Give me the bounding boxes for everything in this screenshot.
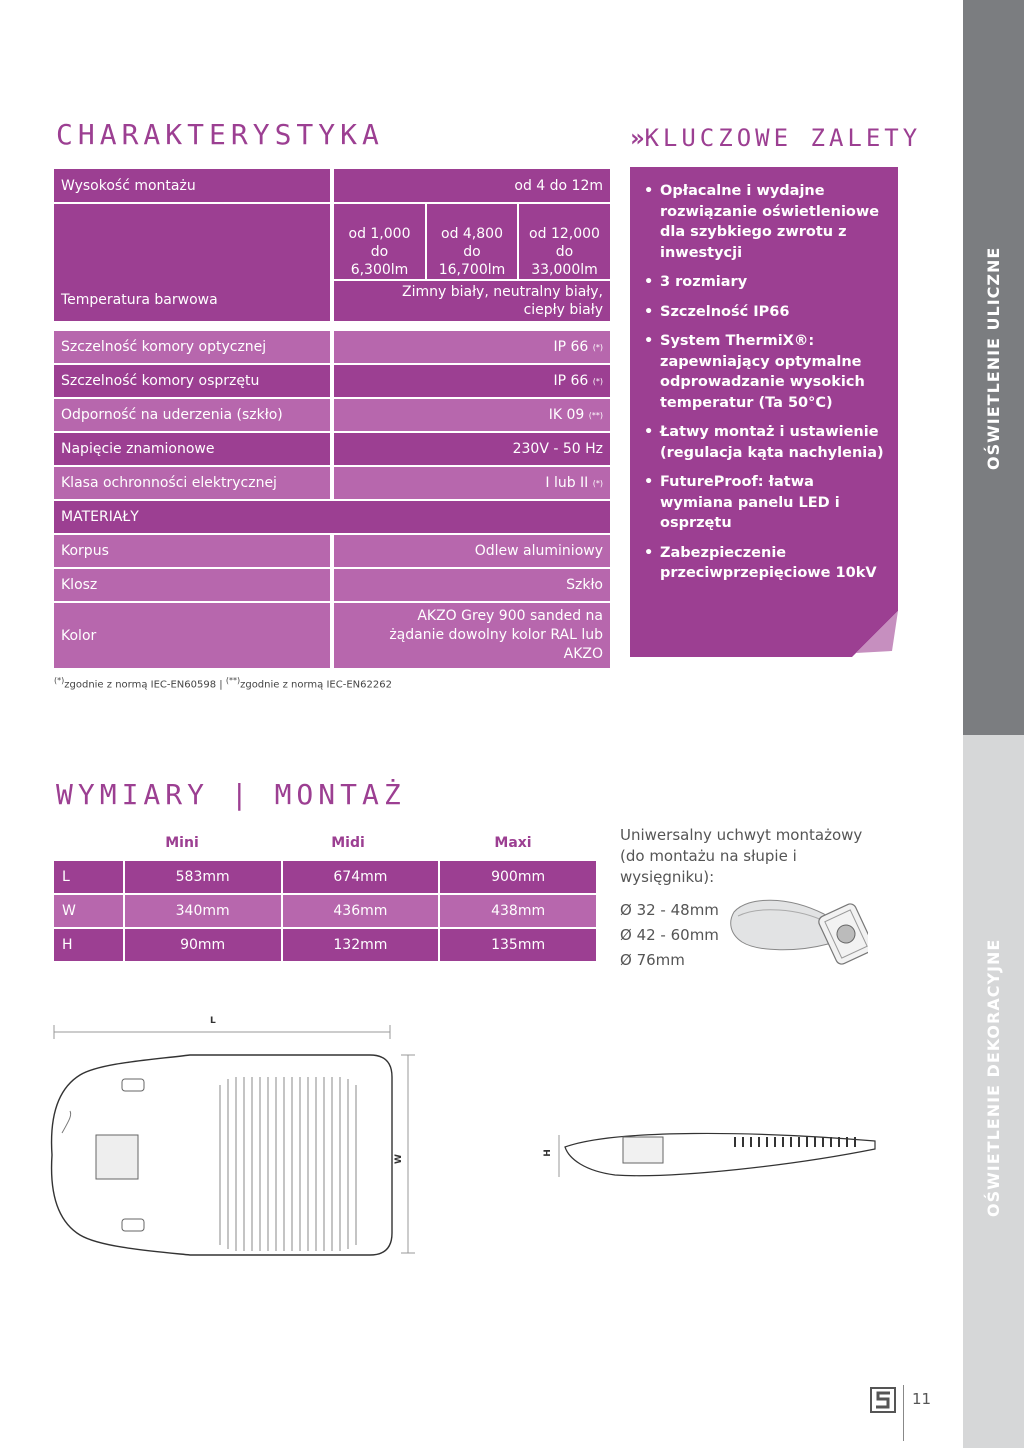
dim-h-label: H [542, 1149, 553, 1157]
spec-row-voltage: Napięcie znamionowe 230V - 50 Hz [54, 433, 610, 465]
column-midi: Midi [331, 835, 365, 851]
side-tab-street-label: OŚWIETLENIE ULICZNE [984, 246, 1003, 470]
dim-row-h: H 90mm 132mm 135mm [54, 929, 596, 961]
spec-row-housing: Korpus Odlew aluminiowy [54, 535, 610, 567]
color-temp-value: Zimny biały, neutralny biały, ciepły biały [334, 281, 610, 321]
side-tab-decorative[interactable] [963, 735, 1024, 1448]
characteristics-title: CHARAKTERYSTYKA [56, 118, 384, 151]
advantage-item: • System ThermiX®: zapewniający optymalne odprowadzanie wysokich temperatur (Ta 50°C) [644, 331, 888, 413]
materials-header: MATERIAŁY [54, 501, 610, 533]
flux-mini: od 1,000 do 6,300lm [334, 204, 425, 279]
mount-text: Uniwersalny uchwyt montażowy (do montażu na słupie i wysięgniku): [620, 826, 863, 886]
advantage-item: • Łatwy montaż i ustawienie (regulacja kąta nachylenia) [644, 422, 888, 463]
diameter-list: Ø 32 - 48mm Ø 42 - 60mm Ø 76mm [620, 901, 719, 969]
advantage-item: • 3 rozmiary [644, 272, 888, 293]
page-divider [903, 1385, 904, 1441]
spec-row-color: Kolor AKZO Grey 900 sanded na żądanie dowolny kolor RAL lub AKZO [54, 603, 610, 668]
mounting-bracket-image [728, 892, 868, 974]
spec-row-mounting [54, 169, 610, 202]
spec-label: Wysokość montażu [54, 169, 330, 202]
brand-logo-icon [870, 1387, 896, 1413]
dim-row-w: W 340mm 436mm 438mm [54, 895, 596, 927]
spec-label-cell [54, 204, 330, 321]
column-maxi: Maxi [494, 835, 532, 851]
luminaire-top-view [40, 1015, 420, 1275]
dim-l-label: L [210, 1016, 216, 1026]
column-mini: Mini [165, 835, 199, 851]
footnote: (*)zgodnie z normą IEC-EN60598 | (**)zgodnie z normą IEC-EN62262 [54, 676, 392, 691]
advantage-item: • Szczelność IP66 [644, 302, 888, 323]
advantages-title: »KLUCZOWE ZALETY [630, 124, 922, 152]
page-curl-icon [852, 611, 898, 657]
side-tab-street[interactable] [963, 0, 1024, 735]
advantage-item: • Opłacalne i wydajne rozwiązanie oświetleniowe dla szybkiego zwrotu z inwestycji [644, 181, 888, 263]
spec-value: od 4 do 12m [334, 169, 610, 202]
flux-midi: od 4,800 do 16,700lm [427, 204, 517, 279]
spec-row-optical: Szczelność komory optycznej IP 66 (*) [54, 331, 610, 363]
spec-row-diffuser: Klosz Szkło [54, 569, 610, 601]
color-temp-label: Temperatura barwowa [61, 292, 218, 308]
dim-w-label: W [393, 1154, 404, 1164]
advantage-item: • Zabezpieczenie przeciwprzepięciowe 10kV [644, 543, 888, 584]
advantages-box [630, 167, 898, 657]
spec-row-gear: Szczelność komory osprzętu IP 66 (*) [54, 365, 610, 397]
advantage-item: • FutureProof: łatwa wymiana panelu LED i osprzętu [644, 472, 888, 534]
luminaire-side-view [555, 1125, 885, 1190]
side-tab-decorative-label: OŚWIETLENIE DEKORACYJNE [984, 938, 1003, 1217]
page-number: 11 [912, 1390, 932, 1408]
dimensions-title: WYMIARY | MONTAŻ [56, 778, 406, 811]
spec-row-class: Klasa ochronności elektrycznej I lub II (*) [54, 467, 610, 499]
spec-row-impact: Odporność na uderzenia (szkło) IK 09 (**) [54, 399, 610, 431]
flux-maxi: od 12,000 do 33,000lm [519, 204, 610, 279]
dim-row-l: L 583mm 674mm 900mm [54, 861, 596, 893]
